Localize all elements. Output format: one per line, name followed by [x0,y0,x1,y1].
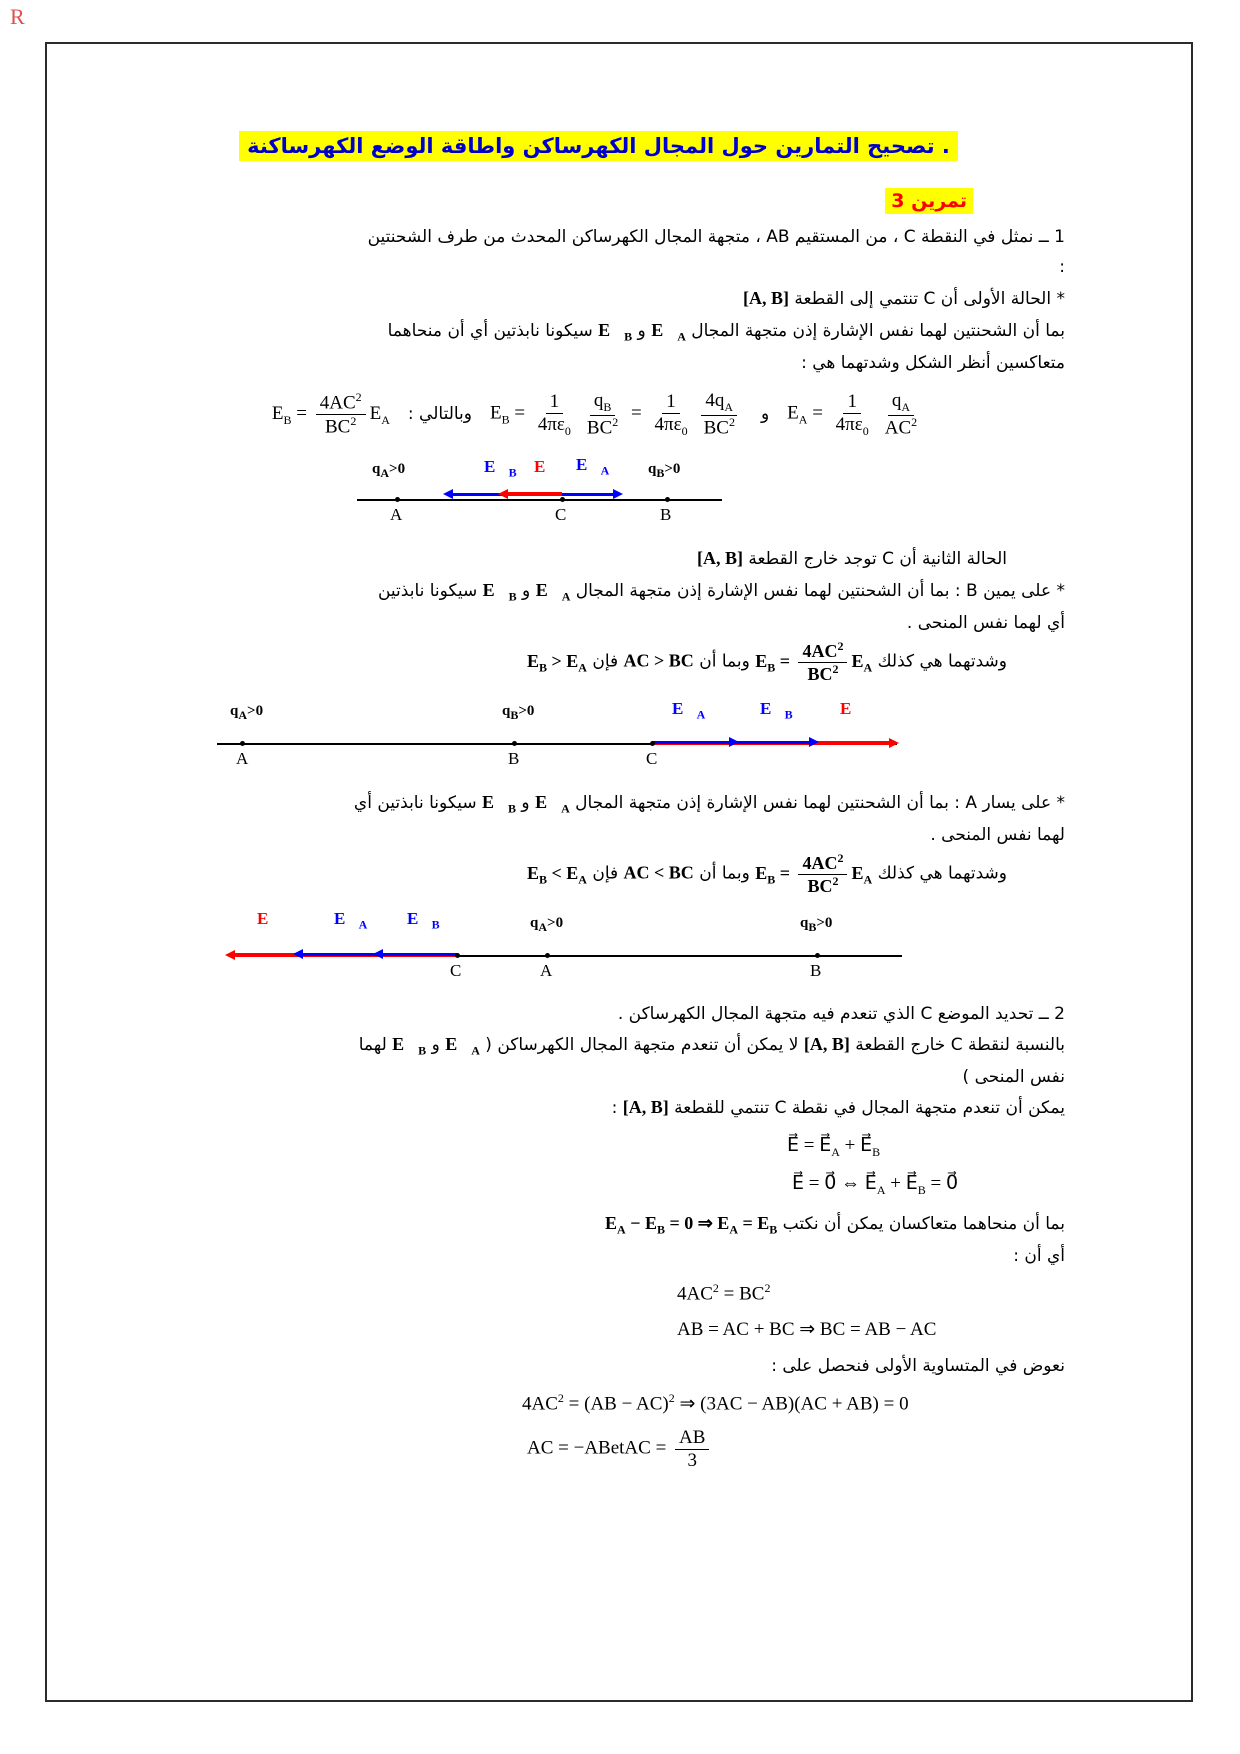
opposite-directions-line: بما أن منحاهما متعاكسان يمكن أن نكتب $E_A - E_B = 0$ ⇒ $E_A = E_B$ [605,1212,1065,1237]
part2-paragraph-line3: يمكن أن تنعدم متجهة المجال في نقطة C تنتمي للقطعة [A, B] : [611,1097,1065,1119]
diagram-c-right-of-b [132,693,1065,781]
point-c-dot [560,497,565,502]
point-c-letter: C [450,960,462,980]
point-a-letter: A [236,748,249,768]
point-c-dot [455,953,460,958]
equation-field-sum: E⃗ = $E⃗_A$ + $E⃗_B$ [787,1135,881,1160]
charge-b-label: $q_B>0$ [648,460,681,480]
case1-title: * الحالة الأولى أن C تنتمي إلى القطعة [A, B] [743,287,1065,309]
part2-paragraph-line1: بالنسبة لنقطة C خارج القطعة [A, B] لا يمكن أن تنعدم متجهة المجال الكهرساكن ( $E⃗_A$ و $E⃗_B$ لهما [358,1033,1065,1058]
vector-e-label: E⃗ [840,698,865,718]
page-corner-mark: R [10,4,25,29]
point-b-letter: B [508,748,520,768]
document-title: تصحيح التمارين حول المجال الكهرساكن واطاقة الوضع الكهرساكنة . [239,131,958,161]
word-therefore: وبالتالي : [407,404,472,425]
point-b-dot [665,497,670,502]
part2-paragraph-line2: نفس المنحى ) [962,1067,1065,1088]
case1-paragraph-line2: متعاكسين أنظر الشكل وشدتهما هي : [801,352,1065,373]
charge-a-label: $q_A>0$ [530,914,564,934]
diagram-c-between-a-and-b [132,449,1065,537]
right-of-b-intensity-line: وشدتهما هي كذلك $E_B$ = $\frac{4AC^2}{BC^2}$ $E_A$ وبما أن AC > BC فإن $E_B > E_A$ [526,639,1007,684]
vector-ea-label: $E⃗_A$ [576,454,610,478]
point-b-letter: B [810,960,822,980]
point-b-dot [815,953,820,958]
charge-a-label: $q_A>0$ [372,460,406,480]
vector-eb-label: $E⃗_B$ [407,908,440,931]
point-a-dot [240,741,245,746]
case2-title: الحالة الثانية أن C توجد خارج القطعة [A, B] [696,547,1007,569]
vector-e-label: E⃗ [534,456,559,476]
vector-ea-label: $E⃗_A$ [334,908,368,931]
point-a-letter: A [540,960,553,980]
substitute-line: نعوض في المتساوية الأولى فنحصل على : [771,1355,1065,1376]
vector-eb-label: $E⃗_B$ [484,456,517,480]
charge-a-label: $q_A>0$ [230,702,264,722]
point-c-letter: C [646,748,658,768]
left-of-a-intensity-line: وشدتهما هي كذلك $E_B$ = $\frac{4AC^2}{BC^2}$ $E_A$ وبما أن AC < BC فإن $E_B < E_A$ [526,851,1007,896]
diagram-c-left-of-a [132,905,1065,993]
formula-eb-ratio: $E_B$ = $\frac{4AC^2}{BC^2}$ $E_A$ [271,389,390,438]
point-a-dot [395,497,400,502]
exercise-heading-line [132,190,973,212]
equation-field-zero: E⃗ = 0⃗ ⇔ $E⃗_A$ + $E⃗_B$ = 0⃗ [792,1173,959,1197]
left-of-a-paragraph-line1: * على يسار A : بما أن الشحنتين لهما نفس الإشارة إذن متجهة المجال $E⃗_A$ و $E⃗_B$ سيكونا نابذتين أي [353,791,1065,816]
vector-eb-arrow [382,953,457,956]
document-content [47,44,1191,1700]
point-a-letter: A [390,504,403,524]
vector-eb-label: $E⃗_B$ [760,698,793,722]
case1-paragraph-line1: بما أن الشحنتين لهما نفس الإشارة إذن متجهة المجال $E⃗_A$ و $E⃗_B$ سيكونا نابذتين أي أن منحاهما [387,319,1065,344]
title-line [132,134,1065,158]
vector-ea-label: $E⃗_A$ [672,698,706,722]
point-a-dot [545,953,550,958]
part2-title: 2 ــ تحديد الموضع C الذي تنعدم فيه متجهة المجال الكهرساكن . [617,1003,1065,1024]
point-b-dot [512,741,517,746]
page-border-frame [45,42,1193,1702]
formula-ea: $E_A$ = $\frac{1}{4\pi\varepsilon_0}$ $\frac{q_A}{AC^2}$ [787,390,918,439]
vector-e-label: E⃗ [257,908,282,928]
charge-b-label: $q_B>0$ [800,914,833,934]
equation-4ac2: $4AC^2 = BC^2$ [677,1281,771,1305]
charge-b-label: $q_B>0$ [502,702,535,722]
point-b-letter: B [660,504,672,524]
vector-ea-arrow [652,741,730,744]
intro-line-1: 1 ــ نمثل في النقطة C ، من المستقيم AB ، متجهة المجال الكهرساكن المحدث من طرف الشحنتين [367,227,1065,247]
intro-line-2: : [1059,257,1065,278]
equation-expanded: $4AC^2 = (AB - AC)^2$ ⇒ (3AC − AB)(AC + AB) = 0 [522,1391,909,1415]
left-of-a-paragraph-line2: لهما نفس المنحى . [930,824,1065,845]
that-is-line: أي أن : [1013,1246,1065,1267]
point-c-dot [650,741,655,746]
right-of-b-paragraph-line1: * على يمين B : بما أن الشحنتين لهما نفس الإشارة إذن متجهة المجال $E⃗_A$ و $E⃗_B$ سيكونا نابذتين [377,579,1065,604]
equation-ab-sum: AB = AC + BC ⇒ BC = AB − AC [677,1318,937,1340]
exercise-heading: تمرين 3 [885,188,973,214]
field-intensity-formula-row [132,390,1065,439]
word-and: و [760,404,770,425]
vector-e-arrow [507,492,562,496]
equation-result: AC = −ABetAC = $\frac{AB}{3}$ [527,1427,1065,1472]
vector-ea-arrow [562,493,614,496]
right-of-b-paragraph-line2: أي لهما نفس المنحى . [906,612,1065,633]
formula-eb: $E_B$ = $\frac{1}{4\pi\varepsilon_0}$ $\frac{q_B}{BC^2}$ = $\frac{1}{4\pi\varepsilon_0}$ $\frac{4q_A}{BC^2}$ [490,390,743,439]
point-c-letter: C [555,504,567,524]
